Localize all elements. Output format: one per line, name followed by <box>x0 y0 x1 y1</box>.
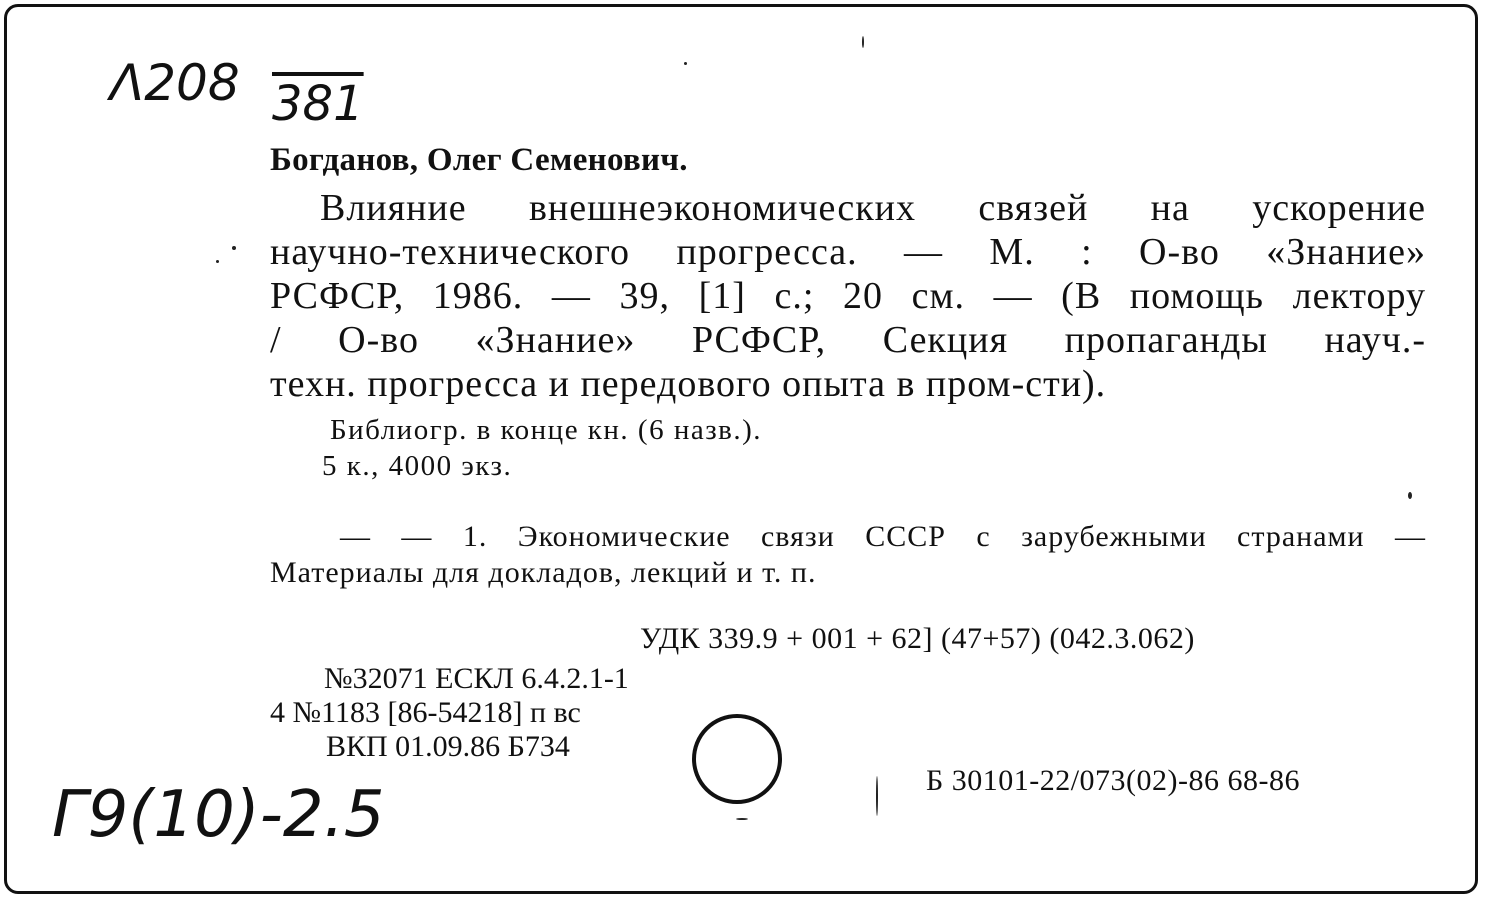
print-speck <box>1408 492 1412 499</box>
author-heading: Богданов, Олег Семенович. <box>270 142 688 178</box>
print-speck <box>232 246 236 250</box>
print-speck <box>216 260 219 263</box>
udk-code: УДК 339.9 + 001 + 62] (47+57) (042.3.062) <box>640 622 1195 655</box>
handwritten-number: 381 <box>272 76 364 132</box>
copyright-circle-mark <box>690 712 784 806</box>
print-speck <box>876 776 878 816</box>
print-speck <box>684 62 687 65</box>
price-copies-note: 5 к., 4000 экз. <box>322 450 513 482</box>
subject-line-2: Материалы для докладов, лекций и т. п. <box>270 556 817 589</box>
handwritten-code: Г9(10)-2.5 <box>52 778 385 852</box>
registry-line-2: 4 №1183 [86-54218] п вс <box>270 696 581 729</box>
bbk-code: Б 30101-22/073(02)-86 68-86 <box>926 764 1301 797</box>
handwritten-shelfmark: Λ208 <box>110 54 240 112</box>
registry-line-1: №32071 ЕСКЛ 6.4.2.1-1 <box>324 662 629 695</box>
title-line-2: научно-технического прогресса. — М. : О-во «Знание» <box>270 231 1426 273</box>
title-line-5: техн. прогресса и передового опыта в пром-сти). <box>270 363 1107 405</box>
title-line-1: Влияние внешнеэкономических связей на ускорение <box>320 187 1426 229</box>
subject-line-1: — — 1. Экономические связи СССР с зарубежными странами — <box>340 520 1426 553</box>
registry-line-3: ВКП 01.09.86 Б734 <box>326 730 570 763</box>
title-line-4: / О-во «Знание» РСФСР, Секция пропаганды науч.- <box>270 319 1426 361</box>
print-speck <box>736 818 748 820</box>
bibliography-note: Библиогр. в конце кн. (6 назв.). <box>330 414 763 446</box>
print-speck <box>862 36 864 48</box>
title-line-3: РСФСР, 1986. — 39, [1] с.; 20 см. — (В помощь лектору <box>270 275 1426 317</box>
